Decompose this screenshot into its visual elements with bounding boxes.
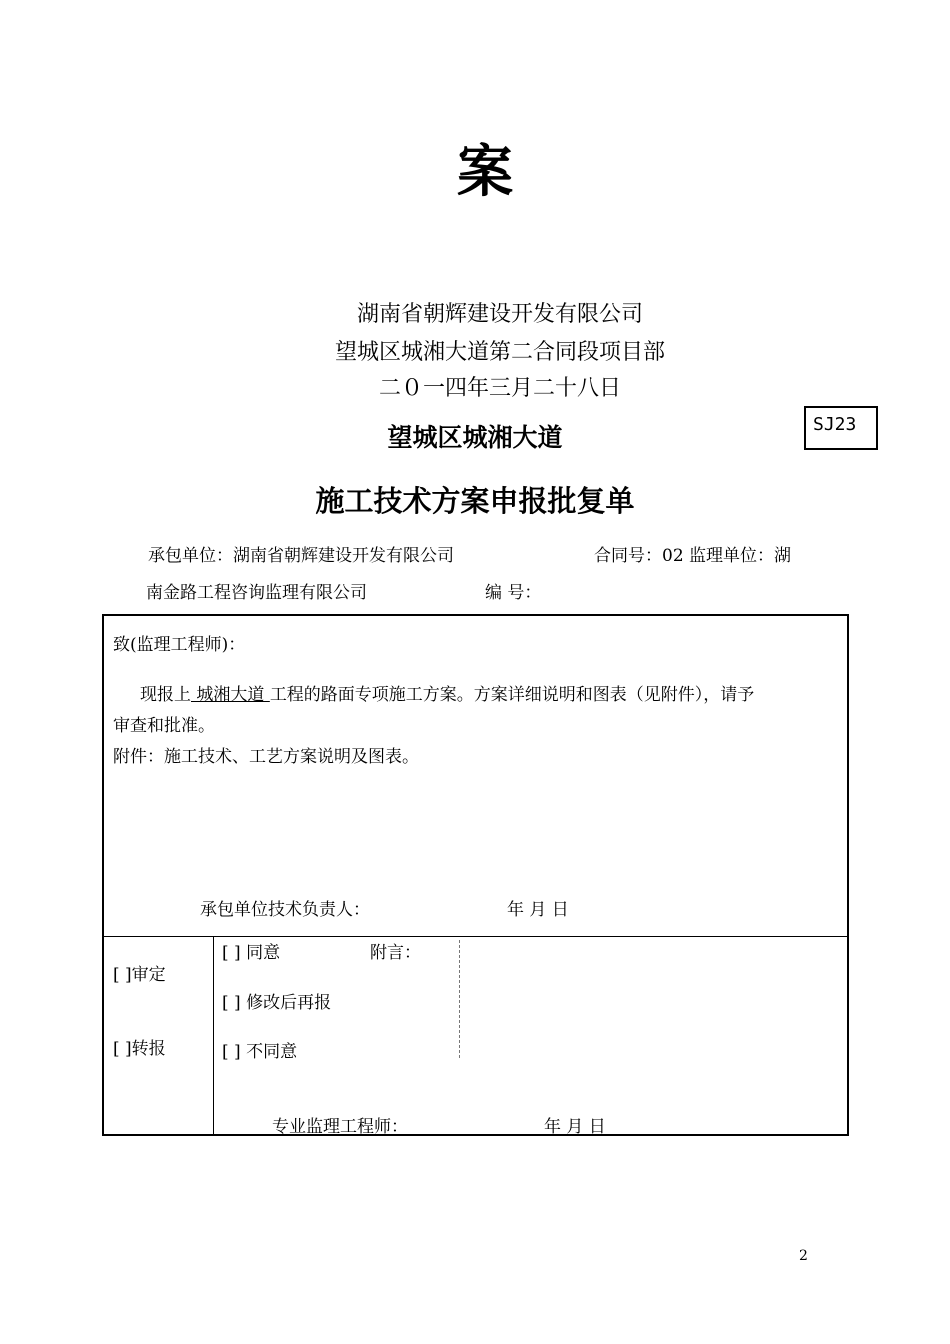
contractor-line: 承包单位：湖南省朝辉建设开发有限公司 [148, 546, 454, 566]
report-paragraph [140, 680, 754, 705]
cover-company: 湖南省朝辉建设开发有限公司 [356, 302, 643, 327]
contractor-signature-label: 承包单位技术负责人： [200, 900, 370, 920]
section-divider [104, 936, 847, 937]
option-revise-resubmit[interactable]: [ ] 修改后再报 [222, 993, 332, 1013]
attachment-note: 附件：施工技术、工艺方案说明及图表。 [113, 747, 419, 767]
engineer-date-fields: 年 月 日 [544, 1117, 606, 1137]
option-review[interactable]: [ ]审定 [113, 965, 166, 985]
contractor-date-fields: 年 月 日 [507, 900, 569, 920]
option-forward[interactable]: [ ]转报 [113, 1039, 166, 1059]
page-number: 2 [799, 1248, 808, 1264]
cover-project-dept: 望城区城湘大道第二合同段项目部 [334, 340, 665, 365]
cover-date: 二０一四年三月二十八日 [378, 376, 621, 401]
cover-big-char: 案 [457, 140, 513, 205]
note-label: 附言： [370, 943, 421, 963]
engineer-signature-label: 专业监理工程师： [272, 1117, 408, 1137]
option-agree[interactable]: [ ] 同意 [222, 943, 281, 963]
form-title: 施工技术方案申报批复单 [315, 484, 635, 518]
column-divider [213, 936, 214, 1134]
option-disagree[interactable]: [ ] 不同意 [222, 1042, 298, 1062]
approval-table [102, 614, 849, 1136]
report-suffix: 工程的路面专项施工方案。方案详细说明和图表（见附件），请予 [269, 685, 755, 705]
number-label: 编 号： [485, 583, 542, 603]
project-name: 城湘大道 [191, 685, 270, 705]
supervisor-line: 南金路工程咨询监理有限公司 [146, 583, 367, 603]
report-prefix: 现报上 [140, 685, 191, 705]
form-code-box: SJ23 [804, 406, 878, 450]
contract-line: 合同号：02 监理单位：湖 [594, 546, 792, 566]
to-engineer-label: 致(监理工程师)： [113, 635, 246, 655]
road-title: 望城区城湘大道 [387, 423, 563, 452]
note-divider [459, 940, 460, 1058]
report-line2: 审查和批准。 [113, 716, 215, 736]
